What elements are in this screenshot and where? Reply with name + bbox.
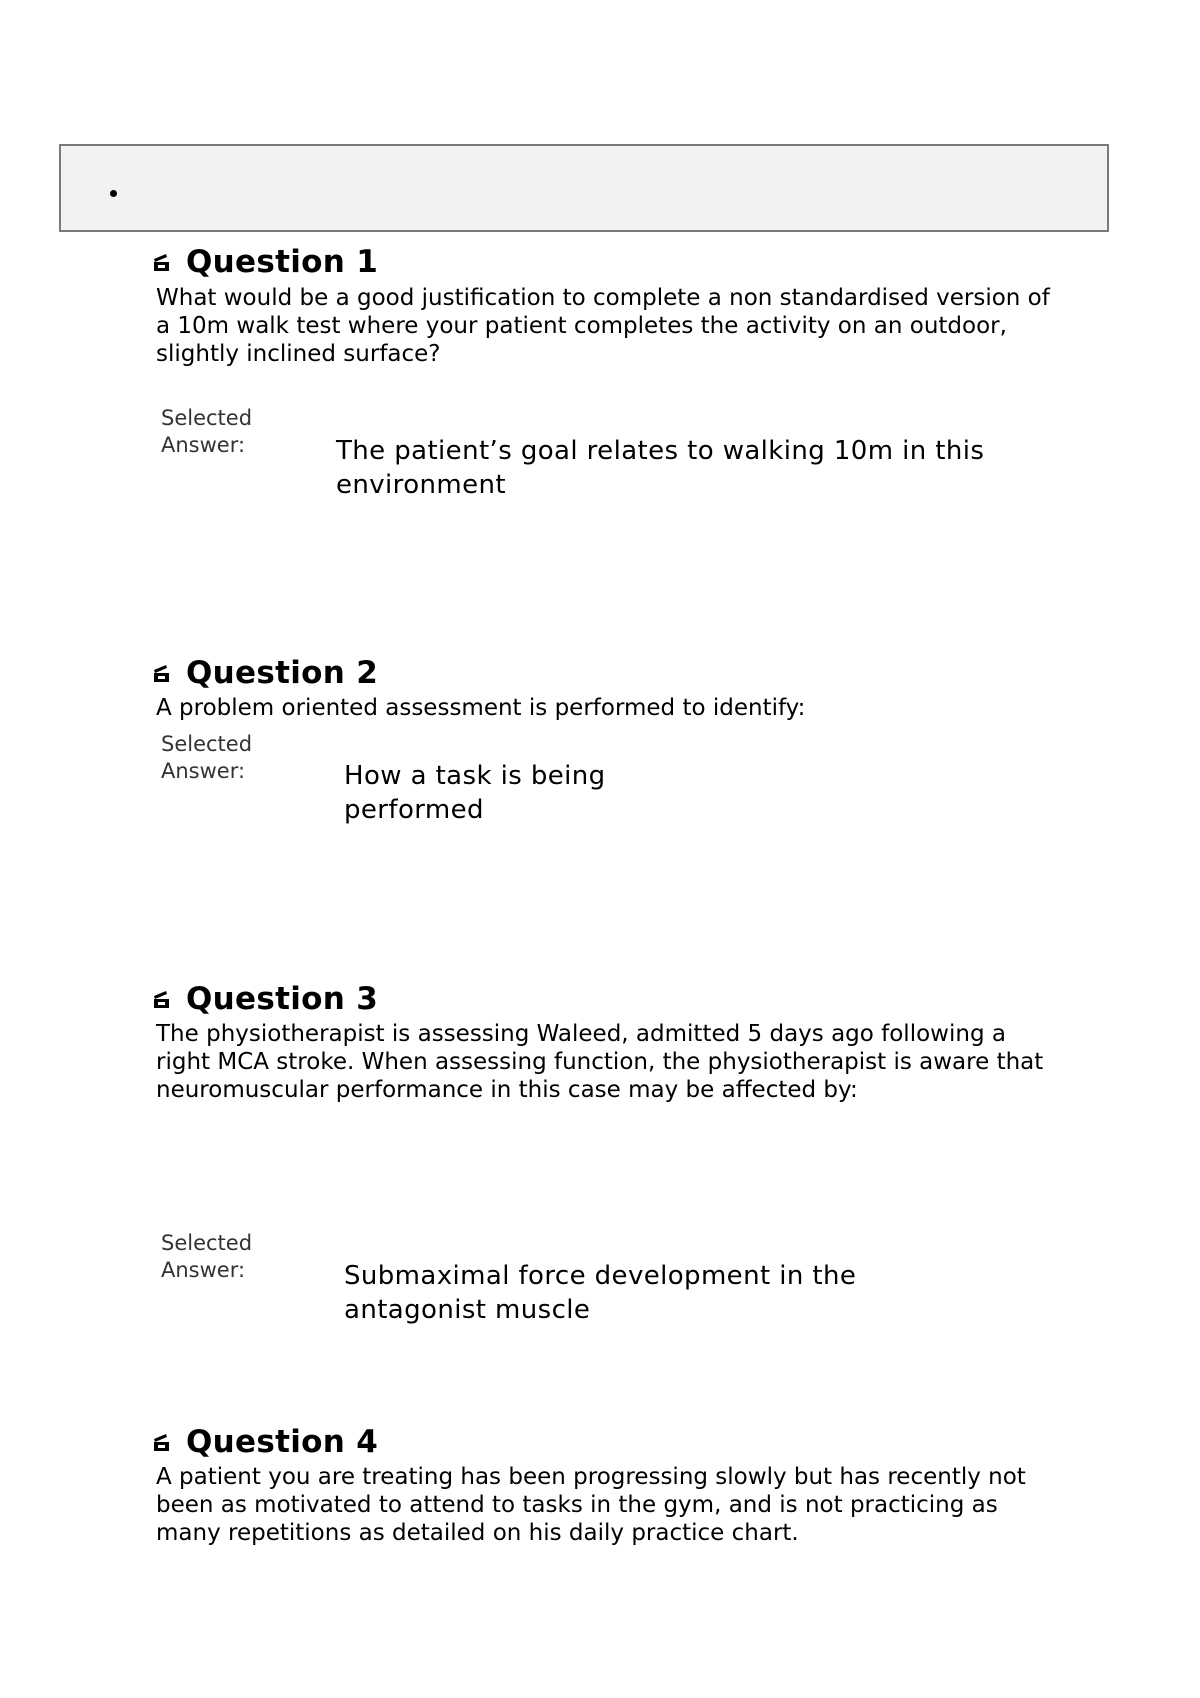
selected-answer-label: Selected Answer: [161,406,253,457]
question-3-header [152,981,378,1017]
top-bar-box [59,144,1109,232]
question-text: A patient you are treating has been progressing slowly but has recently not been as motivated to attend to tasks in the gym, and is not practicing as many repetitions as detailed on his daily practice chart. [156,1464,1026,1546]
question-marker-icon [152,662,174,684]
question-title: Question 1 [186,244,379,280]
question-title: Question 4 [186,1424,379,1460]
selected-answer-text: Submaximal force development in the antagonist muscle [344,1261,857,1325]
question-2-header [152,655,378,691]
question-marker-icon [152,251,174,273]
question-marker-icon [152,988,174,1010]
question-text: The physiotherapist is assessing Waleed, admitted 5 days ago following a right MCA stroke. When assessing function, the physiotherapist is aware that neuromuscular performance in this case may be affected by: [156,1021,1044,1103]
selected-answer-label: Selected Answer: [161,1231,253,1282]
question-title: Question 2 [186,655,379,691]
question-title: Question 3 [186,981,379,1017]
selected-answer-label: Selected Answer: [161,732,253,783]
question-text: A problem oriented assessment is performed to identify: [156,695,806,721]
question-marker-icon [152,1431,174,1453]
selected-answer-text: How a task is being performed [344,761,606,825]
bullet-marker [110,190,117,197]
question-1-header [152,244,378,280]
selected-answer-text: The patient’s goal relates to walking 10m in this environment [336,436,985,500]
question-4-header [152,1424,378,1460]
question-text: What would be a good justification to complete a non standardised version of a 10m walk test where your patient completes the activity on an outdoor, slightly inclined surface? [156,285,1050,367]
